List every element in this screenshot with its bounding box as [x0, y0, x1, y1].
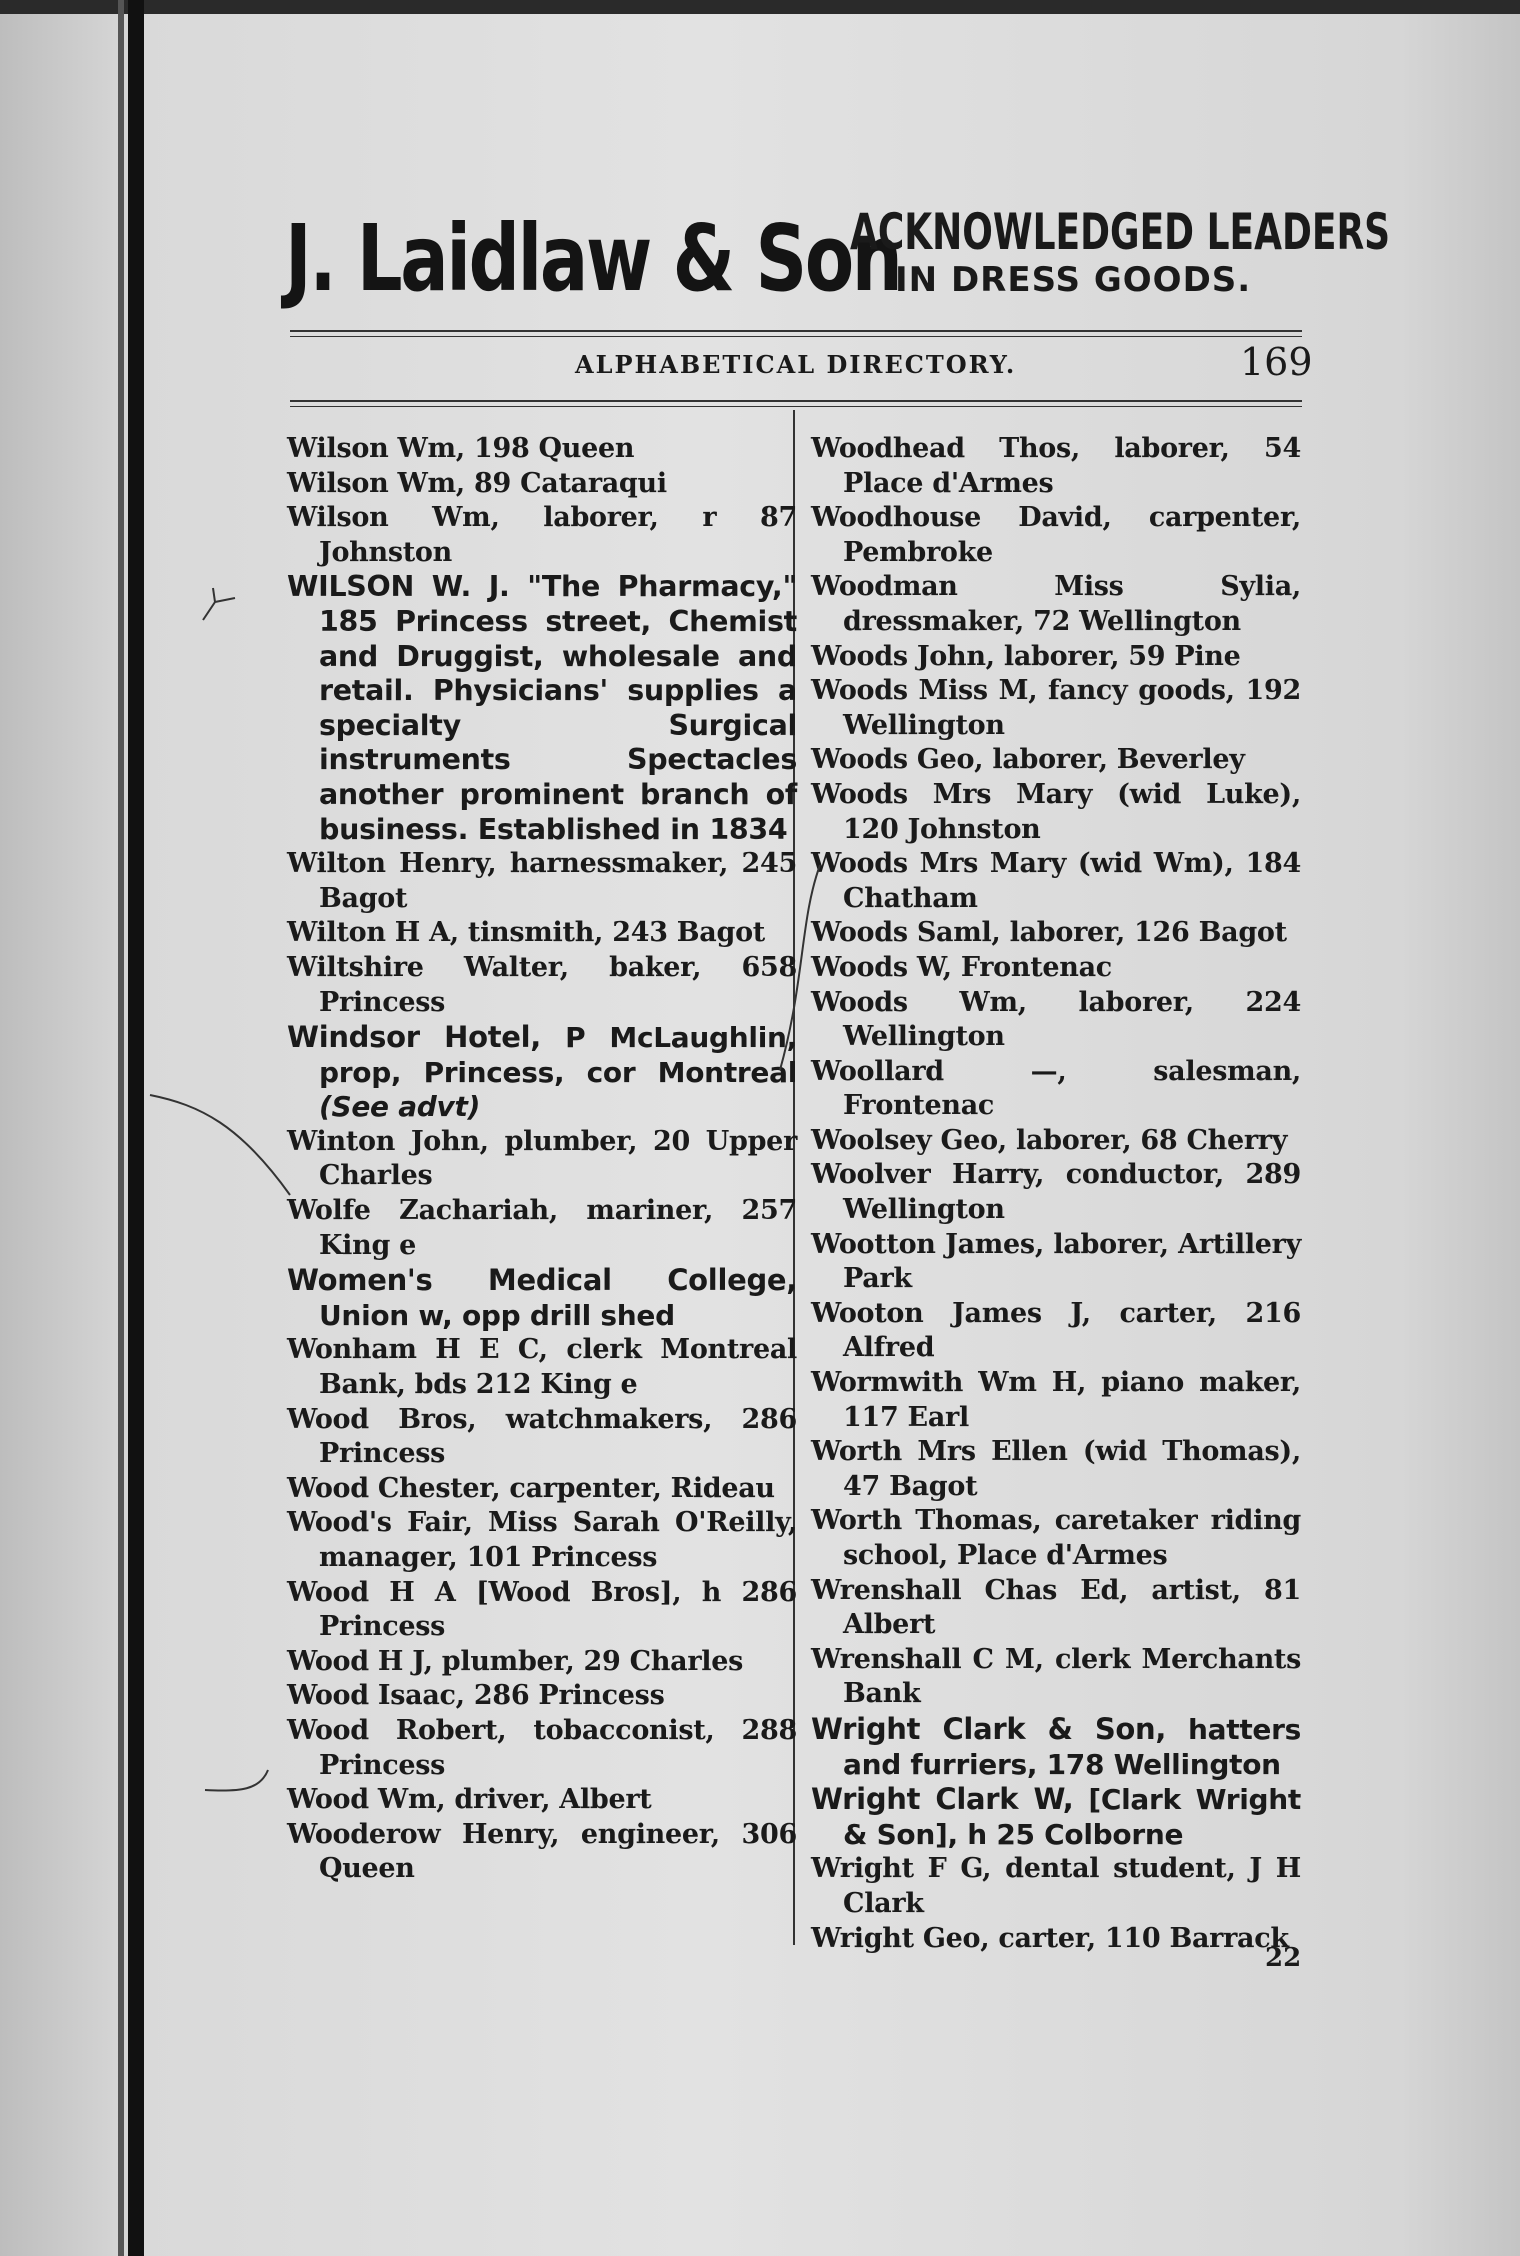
- advertisement-tagline-1: ACKNOWLEDGED LEADERS: [850, 203, 1391, 261]
- entry-text: Wilton H A, tinsmith, 243 Bagot: [287, 917, 765, 949]
- entry-name: WILSON W. J.: [287, 570, 510, 604]
- pencil-mark-tick: [195, 580, 245, 630]
- signature-number: 22: [1265, 1943, 1302, 1973]
- entry-text: Wood Isaac, 286 Princess: [287, 1680, 665, 1712]
- directory-entry: [811, 1297, 1301, 1366]
- entry-text: Wilson Wm, laborer, r 87 Johnston: [287, 502, 797, 568]
- directory-entry: [287, 1679, 797, 1714]
- directory-entry: [287, 951, 797, 1020]
- entry-text: "The Pharmacy," 185 Princess street, Chemist and Druggist, wholesale and retail. Physicians' supplies a specialty Surgical instruments Spectacles another prominent branch of business. Established in 1834: [319, 570, 798, 846]
- pencil-mark-bracket: [200, 1760, 280, 1800]
- directory-entry: [287, 1263, 797, 1333]
- entry-text: Wiltshire Walter, baker, 658 Princess: [287, 951, 797, 1018]
- directory-entry: [287, 1714, 797, 1783]
- directory-entry: [287, 570, 797, 847]
- directory-entry: [287, 1472, 797, 1507]
- directory-entry: [287, 1645, 797, 1680]
- entry-text: Woodhead Thos, laborer, 54 Place d'Armes: [811, 433, 1301, 499]
- entry-text: Woods Saml, laborer, 126 Bagot: [811, 917, 1287, 949]
- header-rule-bottom-thin: [290, 406, 1302, 407]
- entry-text: Wilton Henry, harnessmaker, 245 Bagot: [287, 848, 797, 914]
- entry-text: Wooderow Henry, engineer, 306 Queen: [287, 1818, 797, 1885]
- entry-text: Wormwith Wm H, piano maker, 117 Earl: [811, 1367, 1301, 1433]
- directory-entry: [811, 847, 1301, 916]
- entry-text: Wood Bros, watchmakers, 286 Princess: [287, 1403, 797, 1470]
- header-rule-bottom: [290, 400, 1302, 402]
- entry-text: Woollard —, salesman, Frontenac: [811, 1055, 1301, 1122]
- entry-text: Winton John, plumber, 20 Upper Charles: [287, 1125, 797, 1192]
- entry-text: Wood Wm, driver, Albert: [287, 1784, 652, 1816]
- directory-entry: [811, 986, 1301, 1055]
- directory-entry: [287, 467, 797, 502]
- page-number: 169: [1240, 340, 1313, 384]
- entry-text: P McLaughlin, prop, Princess, cor Montreal: [319, 1021, 797, 1089]
- pencil-mark-arrow: [140, 1085, 300, 1205]
- entry-text: Woods W, Frontenac: [811, 951, 1112, 983]
- directory-entry: [287, 1333, 797, 1402]
- entry-text: Woods Miss M, fancy goods, 192 Wellington: [811, 675, 1301, 741]
- entry-text: Wrenshall Chas Ed, artist, 81 Albert: [811, 1574, 1301, 1641]
- directory-entry: [287, 1576, 797, 1645]
- entry-text: Woolver Harry, conductor, 289 Wellington: [811, 1159, 1301, 1226]
- directory-entry: [811, 778, 1301, 847]
- pencil-mark-bracket-right: [770, 860, 830, 1080]
- entry-text: Woolsey Geo, laborer, 68 Cherry: [811, 1124, 1288, 1156]
- entry-text: Woods John, laborer, 59 Pine: [811, 640, 1241, 672]
- entry-text: Wright Geo, carter, 110 Barrack: [811, 1922, 1289, 1954]
- entry-text: Worth Thomas, caretaker riding school, Place d'Armes: [811, 1505, 1301, 1571]
- directory-entry: [811, 640, 1301, 675]
- directory-entry: [811, 1782, 1301, 1852]
- directory-entry: [287, 847, 797, 916]
- advertiser-name: J. Laidlaw & Son: [285, 205, 901, 312]
- directory-entry: [811, 743, 1301, 778]
- entry-text: Woodman Miss Sylia, dressmaker, 72 Wellington: [811, 571, 1301, 637]
- entry-text: Woodhouse David, carpenter, Pembroke: [811, 502, 1301, 568]
- directory-entry: [287, 501, 797, 570]
- entry-text: Wood Chester, carpenter, Rideau: [287, 1472, 775, 1504]
- advertisement-tagline-2: IN DRESS GOODS.: [895, 260, 1252, 300]
- entry-text: Wood H J, plumber, 29 Charles: [287, 1645, 744, 1677]
- entry-text: [Clark Wright & Son], h 25 Colborne: [843, 1783, 1301, 1851]
- directory-entry: [287, 916, 797, 951]
- directory-entry: [811, 1435, 1301, 1504]
- directory-entry: [287, 1194, 797, 1263]
- binding-shadow: [118, 0, 124, 2256]
- directory-entry: [811, 951, 1301, 986]
- directory-entry: [287, 432, 797, 467]
- directory-entry: [811, 1574, 1301, 1643]
- directory-entry: [287, 1125, 797, 1194]
- directory-entry: [811, 1504, 1301, 1573]
- left-column: [287, 432, 797, 1887]
- directory-entry: [811, 570, 1301, 639]
- directory-entry: [287, 1818, 797, 1887]
- entry-text: Wood Robert, tobacconist, 288 Princess: [287, 1714, 797, 1781]
- directory-entry: [287, 1506, 797, 1575]
- entry-text: Wooton James J, carter, 216 Alfred: [811, 1297, 1301, 1364]
- directory-entry: [811, 501, 1301, 570]
- advertisement-banner: [285, 195, 1391, 315]
- entry-name: Women's Medical College,: [287, 1263, 797, 1298]
- entry-text: Worth Mrs Ellen (wid Thomas), 47 Bagot: [811, 1436, 1301, 1502]
- entry-text: Woods Mrs Mary (wid Wm), 184 Chatham: [811, 848, 1301, 914]
- entry-name: Wright Clark W,: [811, 1782, 1074, 1817]
- entry-name: Wright Clark & Son,: [811, 1711, 1167, 1746]
- entry-text: Wilson Wm, 198 Queen: [287, 433, 635, 464]
- entry-text: Wonham H E C, clerk Montreal Bank, bds 212 King e: [287, 1334, 797, 1401]
- entry-text: Wood's Fair, Miss Sarah O'Reilly, manager, 101 Princess: [287, 1507, 797, 1573]
- directory-entry: [811, 1643, 1301, 1712]
- directory-entry: [811, 1712, 1301, 1782]
- entry-text: hatters and furriers, 178 Wellington: [843, 1712, 1302, 1781]
- directory-entry: [287, 1783, 797, 1818]
- directory-entry: [287, 1020, 797, 1125]
- entry-text: Wootton James, laborer, Artillery Park: [811, 1228, 1301, 1295]
- directory-entry: [811, 1055, 1301, 1124]
- entry-text: Wilson Wm, 89 Cataraqui: [287, 467, 667, 499]
- directory-entry: [811, 1158, 1301, 1227]
- entry-text: Woods Geo, laborer, Beverley: [811, 744, 1245, 776]
- entry-text: Wolfe Zachariah, mariner, 257 King e: [287, 1195, 797, 1261]
- entry-text: Woods Mrs Mary (wid Luke), 120 Johnston: [811, 778, 1301, 845]
- entry-text: Wrenshall C M, clerk Merchants Bank: [811, 1643, 1301, 1710]
- directory-entry: [811, 674, 1301, 743]
- top-border: [0, 0, 1520, 14]
- header-rule-top-thin: [290, 336, 1302, 337]
- directory-entry: [811, 1228, 1301, 1297]
- entry-note: (See advt): [319, 1090, 481, 1124]
- directory-entry: [811, 916, 1301, 951]
- header-rule-top: [290, 330, 1302, 332]
- entry-name: Windsor Hotel,: [287, 1020, 542, 1055]
- entry-text: Union w, opp drill shed: [319, 1298, 675, 1332]
- entry-text: Wright F G, dental student, J H Clark: [811, 1853, 1301, 1919]
- directory-entry: [811, 1922, 1301, 1957]
- directory-entry: [811, 1366, 1301, 1435]
- entry-text: Woods Wm, laborer, 224 Wellington: [811, 986, 1301, 1053]
- directory-entry: [811, 432, 1301, 501]
- running-header-title: ALPHABETICAL DIRECTORY.: [575, 350, 1017, 379]
- directory-entry: [811, 1852, 1301, 1921]
- directory-entry: [811, 1124, 1301, 1159]
- right-column: [811, 432, 1301, 1956]
- directory-entry: [287, 1403, 797, 1472]
- entry-text: Wood H A [Wood Bros], h 286 Princess: [287, 1576, 797, 1643]
